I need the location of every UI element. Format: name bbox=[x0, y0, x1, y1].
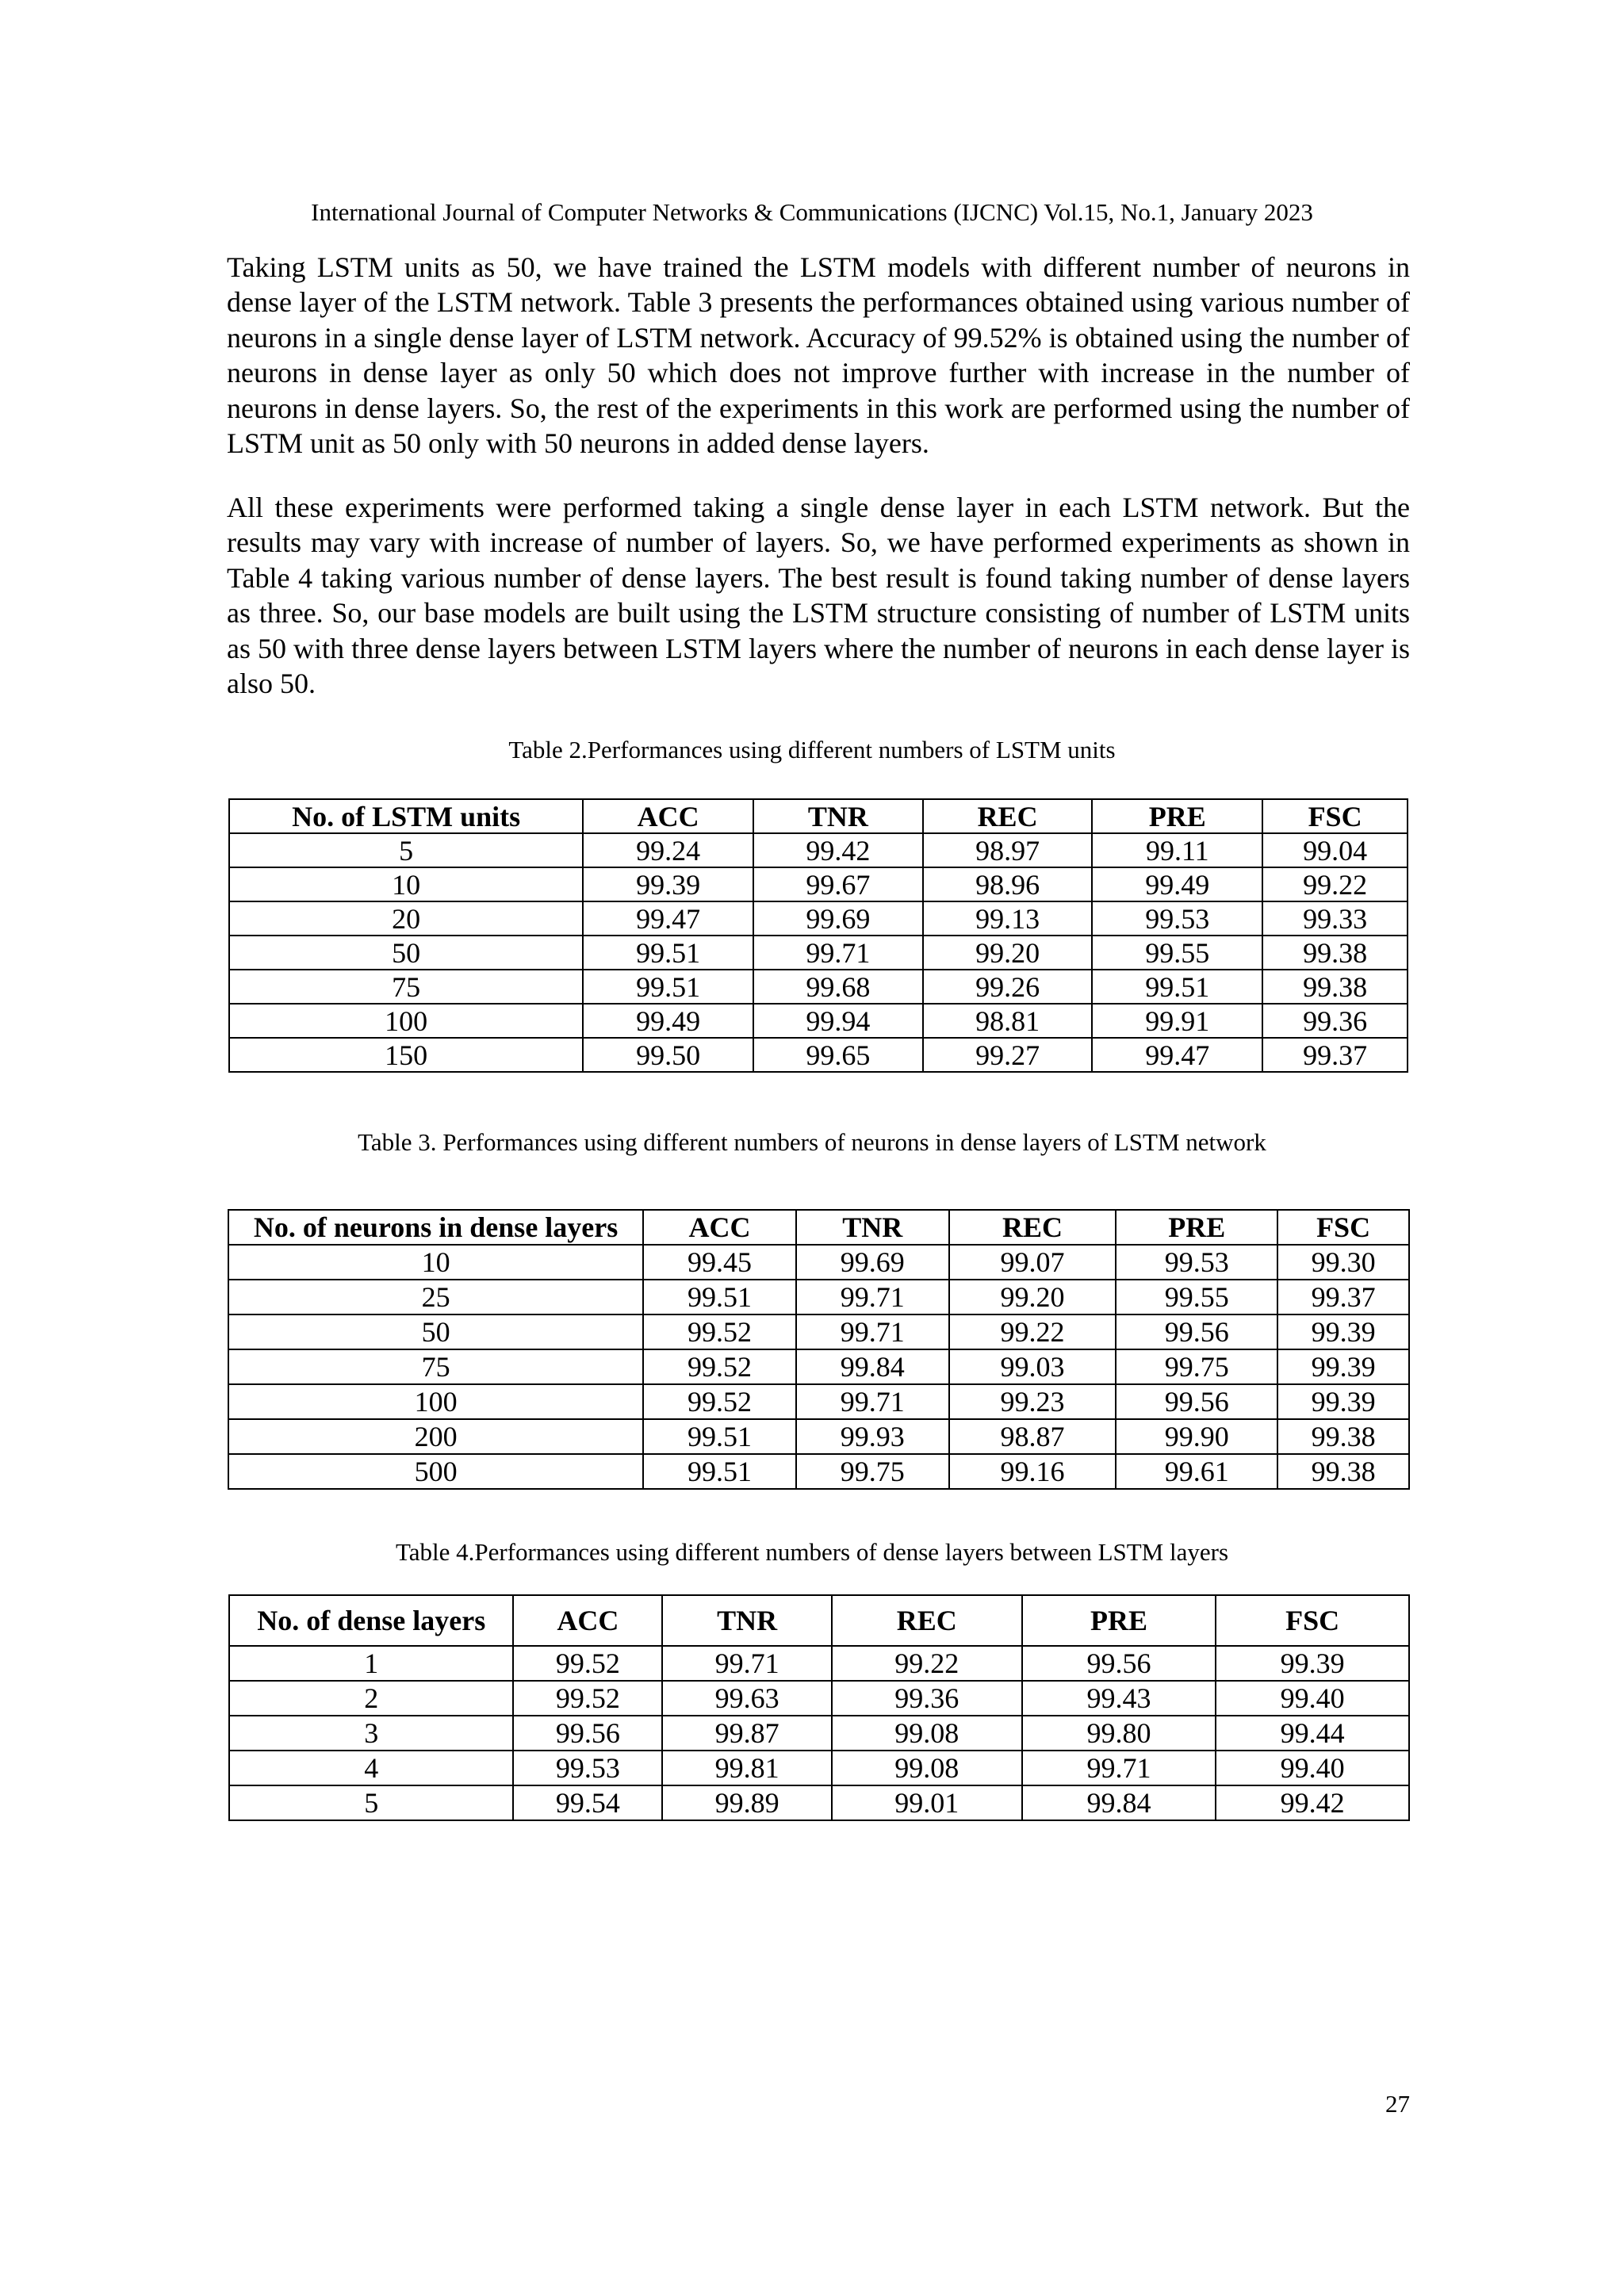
table-cell: 99.16 bbox=[949, 1454, 1116, 1489]
table-row bbox=[229, 1751, 1409, 1785]
table-cell: 100 bbox=[229, 1004, 583, 1038]
table-cell: 99.43 bbox=[1022, 1681, 1216, 1716]
table-3-dense-neurons bbox=[228, 1209, 1410, 1490]
table-cell: 99.63 bbox=[662, 1681, 832, 1716]
table-cell: 99.49 bbox=[1092, 867, 1262, 901]
table-cell: 99.37 bbox=[1262, 1038, 1408, 1072]
table-cell: 98.97 bbox=[923, 833, 1093, 867]
column-header: No. of LSTM units bbox=[229, 799, 583, 833]
table-cell: 99.40 bbox=[1216, 1681, 1409, 1716]
column-header: TNR bbox=[796, 1210, 949, 1245]
table-cell: 2 bbox=[229, 1681, 513, 1716]
table-cell: 99.52 bbox=[513, 1646, 662, 1681]
table-cell: 99.71 bbox=[753, 936, 923, 970]
table-4-caption: Table 4.Performances using different numbers of dense layers between LSTM layers bbox=[395, 1538, 1229, 1566]
table-cell: 99.40 bbox=[1216, 1751, 1409, 1785]
table-cell: 75 bbox=[229, 970, 583, 1004]
column-header: ACC bbox=[583, 799, 753, 833]
table-cell: 99.51 bbox=[583, 936, 753, 970]
table-cell: 99.71 bbox=[796, 1280, 949, 1314]
table-cell: 50 bbox=[228, 1314, 643, 1349]
table-row bbox=[229, 1038, 1408, 1072]
column-header: FSC bbox=[1262, 799, 1408, 833]
table-cell: 99.81 bbox=[662, 1751, 832, 1785]
table-row bbox=[229, 936, 1408, 970]
table-row bbox=[228, 1245, 1409, 1280]
table-cell: 99.22 bbox=[832, 1646, 1022, 1681]
table-cell: 99.87 bbox=[662, 1716, 832, 1751]
table-cell: 99.24 bbox=[583, 833, 753, 867]
page-number: 27 bbox=[1385, 2090, 1410, 2118]
table-cell: 99.37 bbox=[1277, 1280, 1409, 1314]
table-cell: 99.23 bbox=[949, 1384, 1116, 1419]
table-cell: 4 bbox=[229, 1751, 513, 1785]
table-cell: 99.53 bbox=[1116, 1245, 1277, 1280]
table-row bbox=[228, 1384, 1409, 1419]
table-row bbox=[229, 1004, 1408, 1038]
column-header: No. of dense layers bbox=[229, 1595, 513, 1646]
table-cell: 99.75 bbox=[1116, 1349, 1277, 1384]
table-row bbox=[228, 1419, 1409, 1454]
table-cell: 99.13 bbox=[923, 901, 1093, 936]
table-cell: 5 bbox=[229, 833, 583, 867]
table-cell: 99.45 bbox=[643, 1245, 796, 1280]
table-header-row bbox=[229, 799, 1408, 833]
table-cell: 99.47 bbox=[1092, 1038, 1262, 1072]
table-cell: 99.54 bbox=[513, 1785, 662, 1820]
table-4-dense-layers bbox=[228, 1594, 1410, 1821]
table-cell: 99.93 bbox=[796, 1419, 949, 1454]
table-row bbox=[229, 970, 1408, 1004]
table-cell: 99.36 bbox=[1262, 1004, 1408, 1038]
table-cell: 99.38 bbox=[1262, 936, 1408, 970]
table-cell: 99.75 bbox=[796, 1454, 949, 1489]
paragraph-lstm-units: Taking LSTM units as 50, we have trained the LSTM models with different number of neurons in dense layer of the LSTM network. Table 3 presents the performances obtained using various number of neurons in a single dense layer of LSTM network. Accuracy of 99.52% is obtained using the number of neurons in dense layer as only 50 which does not improve further with increase in the number of neurons in dense layers. So, the rest of the experiments in this work are performed using the number of LSTM unit as 50 only with 50 neurons in added dense layers. bbox=[227, 251, 1410, 460]
column-header: ACC bbox=[643, 1210, 796, 1245]
table-cell: 500 bbox=[228, 1454, 643, 1489]
column-header: REC bbox=[832, 1595, 1022, 1646]
table-cell: 99.30 bbox=[1277, 1245, 1409, 1280]
table-cell: 99.42 bbox=[753, 833, 923, 867]
column-header: ACC bbox=[513, 1595, 662, 1646]
table-cell: 99.56 bbox=[1116, 1314, 1277, 1349]
table-cell: 99.91 bbox=[1092, 1004, 1262, 1038]
table-cell: 99.38 bbox=[1277, 1419, 1409, 1454]
table-cell: 99.50 bbox=[583, 1038, 753, 1072]
table-cell: 99.33 bbox=[1262, 901, 1408, 936]
table-cell: 99.39 bbox=[1277, 1384, 1409, 1419]
table-cell: 5 bbox=[229, 1785, 513, 1820]
table-cell: 99.20 bbox=[949, 1280, 1116, 1314]
table-header-row bbox=[229, 1595, 1409, 1646]
table-cell: 99.04 bbox=[1262, 833, 1408, 867]
table-cell: 99.36 bbox=[832, 1681, 1022, 1716]
table-cell: 99.56 bbox=[1116, 1384, 1277, 1419]
table-cell: 99.51 bbox=[643, 1454, 796, 1489]
table-row bbox=[228, 1314, 1409, 1349]
table-cell: 99.08 bbox=[832, 1716, 1022, 1751]
table-cell: 99.52 bbox=[643, 1349, 796, 1384]
table-cell: 150 bbox=[229, 1038, 583, 1072]
table-cell: 99.03 bbox=[949, 1349, 1116, 1384]
column-header: TNR bbox=[662, 1595, 832, 1646]
table-cell: 99.71 bbox=[796, 1314, 949, 1349]
table-cell: 99.39 bbox=[1216, 1646, 1409, 1681]
table-cell: 99.80 bbox=[1022, 1716, 1216, 1751]
column-header: FSC bbox=[1277, 1210, 1409, 1245]
table-cell: 3 bbox=[229, 1716, 513, 1751]
table-cell: 99.51 bbox=[583, 970, 753, 1004]
table-3-caption: Table 3. Performances using different numbers of neurons in dense layers of LSTM network bbox=[358, 1128, 1266, 1156]
table-cell: 98.96 bbox=[923, 867, 1093, 901]
table-cell: 98.81 bbox=[923, 1004, 1093, 1038]
table-cell: 99.52 bbox=[643, 1314, 796, 1349]
table-cell: 99.52 bbox=[513, 1681, 662, 1716]
column-header: REC bbox=[923, 799, 1093, 833]
table-cell: 99.68 bbox=[753, 970, 923, 1004]
table-cell: 99.22 bbox=[1262, 867, 1408, 901]
table-2-lstm-units bbox=[228, 798, 1408, 1073]
table-cell: 99.61 bbox=[1116, 1454, 1277, 1489]
table-cell: 75 bbox=[228, 1349, 643, 1384]
table-row bbox=[228, 1280, 1409, 1314]
table-cell: 99.26 bbox=[923, 970, 1093, 1004]
column-header: No. of neurons in dense layers bbox=[228, 1210, 643, 1245]
column-header: PRE bbox=[1022, 1595, 1216, 1646]
table-cell: 99.38 bbox=[1277, 1454, 1409, 1489]
column-header: FSC bbox=[1216, 1595, 1409, 1646]
table-cell: 99.38 bbox=[1262, 970, 1408, 1004]
table-cell: 99.08 bbox=[832, 1751, 1022, 1785]
journal-header: International Journal of Computer Networks & Communications (IJCNC) Vol.15, No.1, January 2023 bbox=[311, 198, 1313, 226]
table-cell: 99.11 bbox=[1092, 833, 1262, 867]
table-cell: 99.55 bbox=[1116, 1280, 1277, 1314]
column-header: PRE bbox=[1116, 1210, 1277, 1245]
table-row bbox=[228, 1349, 1409, 1384]
table-cell: 99.01 bbox=[832, 1785, 1022, 1820]
table-cell: 99.47 bbox=[583, 901, 753, 936]
table-cell: 99.52 bbox=[643, 1384, 796, 1419]
table-cell: 99.71 bbox=[1022, 1751, 1216, 1785]
table-cell: 98.87 bbox=[949, 1419, 1116, 1454]
table-cell: 99.53 bbox=[1092, 901, 1262, 936]
table-cell: 99.69 bbox=[753, 901, 923, 936]
table-cell: 99.71 bbox=[662, 1646, 832, 1681]
table-cell: 99.22 bbox=[949, 1314, 1116, 1349]
table-cell: 10 bbox=[228, 1245, 643, 1280]
table-header-row bbox=[228, 1210, 1409, 1245]
table-cell: 20 bbox=[229, 901, 583, 936]
column-header: TNR bbox=[753, 799, 923, 833]
table-row bbox=[229, 1716, 1409, 1751]
table-2-caption: Table 2.Performances using different numbers of LSTM units bbox=[508, 736, 1116, 763]
column-header: REC bbox=[949, 1210, 1116, 1245]
table-row bbox=[229, 1785, 1409, 1820]
table-cell: 99.42 bbox=[1216, 1785, 1409, 1820]
table-cell: 99.94 bbox=[753, 1004, 923, 1038]
table-cell: 25 bbox=[228, 1280, 643, 1314]
table-cell: 99.84 bbox=[796, 1349, 949, 1384]
table-cell: 99.39 bbox=[1277, 1349, 1409, 1384]
table-cell: 99.39 bbox=[1277, 1314, 1409, 1349]
table-row bbox=[229, 901, 1408, 936]
table-cell: 99.89 bbox=[662, 1785, 832, 1820]
table-cell: 99.44 bbox=[1216, 1716, 1409, 1751]
column-header: PRE bbox=[1092, 799, 1262, 833]
table-cell: 99.71 bbox=[796, 1384, 949, 1419]
table-cell: 99.55 bbox=[1092, 936, 1262, 970]
table-row bbox=[229, 1681, 1409, 1716]
table-cell: 99.84 bbox=[1022, 1785, 1216, 1820]
paragraph-dense-layers: All these experiments were performed taking a single dense layer in each LSTM network. But the results may vary with increase of number of layers. So, we have performed experiments as shown in Table 4 taking various number of dense layers. The best result is found taking number of dense layers as three. So, our base models are built using the LSTM structure consisting of number of LSTM units as 50 with three dense layers between LSTM layers where the number of neurons in each dense layer is also 50. bbox=[227, 492, 1410, 700]
table-row bbox=[229, 867, 1408, 901]
table-cell: 99.51 bbox=[1092, 970, 1262, 1004]
table-cell: 99.20 bbox=[923, 936, 1093, 970]
table-cell: 99.56 bbox=[513, 1716, 662, 1751]
table-cell: 99.65 bbox=[753, 1038, 923, 1072]
table-cell: 99.51 bbox=[643, 1280, 796, 1314]
table-cell: 100 bbox=[228, 1384, 643, 1419]
table-cell: 50 bbox=[229, 936, 583, 970]
table-cell: 200 bbox=[228, 1419, 643, 1454]
table-cell: 99.53 bbox=[513, 1751, 662, 1785]
table-cell: 99.69 bbox=[796, 1245, 949, 1280]
table-cell: 99.49 bbox=[583, 1004, 753, 1038]
table-row bbox=[229, 833, 1408, 867]
table-cell: 99.27 bbox=[923, 1038, 1093, 1072]
table-cell: 99.51 bbox=[643, 1419, 796, 1454]
table-cell: 1 bbox=[229, 1646, 513, 1681]
table-cell: 99.56 bbox=[1022, 1646, 1216, 1681]
table-cell: 10 bbox=[229, 867, 583, 901]
table-row bbox=[228, 1454, 1409, 1489]
table-cell: 99.90 bbox=[1116, 1419, 1277, 1454]
table-cell: 99.07 bbox=[949, 1245, 1116, 1280]
table-cell: 99.67 bbox=[753, 867, 923, 901]
table-row bbox=[229, 1646, 1409, 1681]
table-cell: 99.39 bbox=[583, 867, 753, 901]
